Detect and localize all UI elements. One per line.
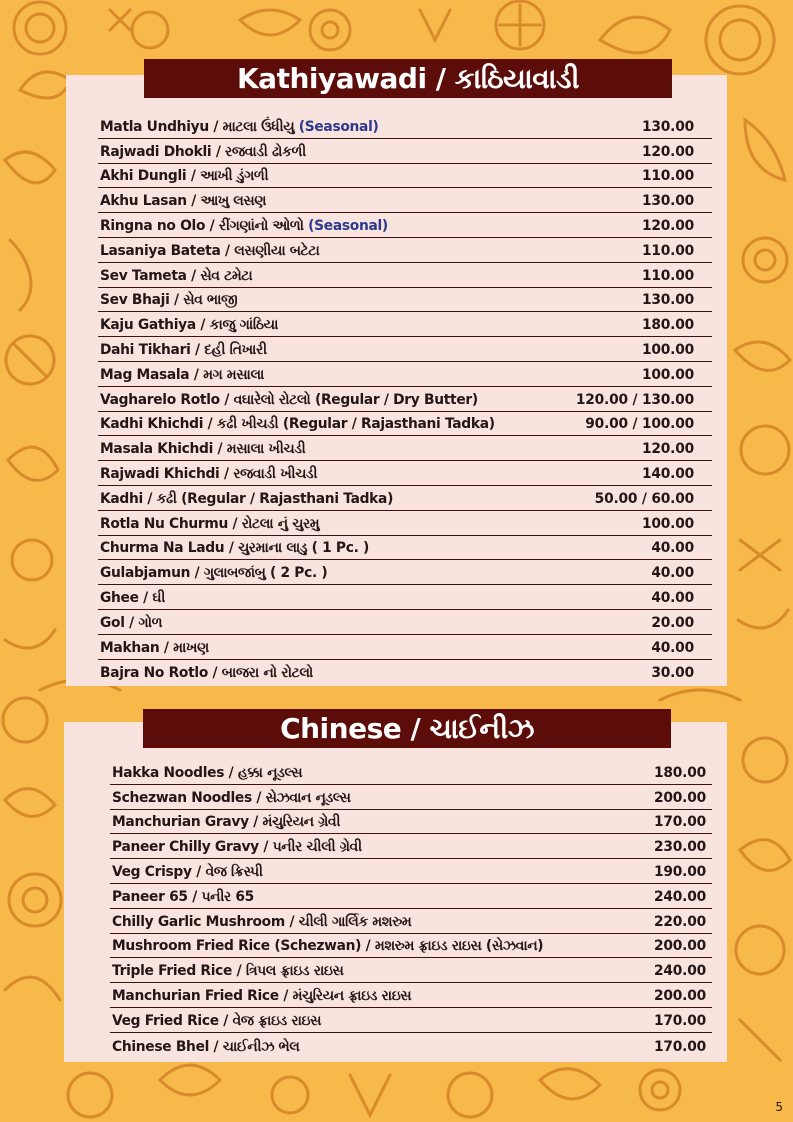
menu-item-row bbox=[98, 660, 712, 685]
menu-item-name bbox=[100, 565, 327, 581]
menu-item-name-text: Triple Fried Rice / ત્રિપલ ફ્રાઇડ રાઇસ bbox=[112, 963, 344, 980]
menu-item-row bbox=[110, 884, 712, 909]
menu-item-price: 170.00 bbox=[653, 1038, 706, 1055]
menu-item-name-text: Veg Crispy / વેજ ક્રિસ્પી bbox=[112, 863, 263, 880]
menu-item-price: 180.00 bbox=[653, 764, 706, 781]
menu-item-row bbox=[110, 760, 712, 785]
menu-item-name-text: Veg Fried Rice / વેજ ફ્રાઇડ રાઇસ bbox=[112, 1012, 321, 1029]
menu-item-name bbox=[100, 590, 165, 606]
menu-item-row bbox=[98, 436, 712, 461]
menu-item-name bbox=[112, 790, 351, 806]
menu-item-price: 100.00 bbox=[641, 341, 694, 358]
menu-item-name bbox=[112, 765, 302, 781]
menu-item-price: 120.00 bbox=[641, 441, 694, 458]
menu-item-name bbox=[100, 640, 209, 656]
menu-item-row bbox=[98, 610, 712, 635]
menu-item-price: 120.00 / 130.00 bbox=[575, 391, 694, 408]
menu-item-price: 110.00 bbox=[641, 168, 694, 185]
menu-item-row bbox=[98, 362, 712, 387]
menu-item-price: 130.00 bbox=[641, 118, 694, 135]
menu-item-row bbox=[98, 164, 712, 189]
menu-item-row bbox=[110, 785, 712, 810]
menu-item-name-text: Vagharelo Rotlo / વઘારેલો રોટલો (Regular / Dry Butter) bbox=[100, 391, 478, 408]
menu-item-row bbox=[98, 585, 712, 610]
section-title-kathiyawadi: Kathiyawadi / કાઠિયાવાડી bbox=[144, 59, 672, 98]
menu-item-name bbox=[100, 168, 268, 184]
menu-item-row bbox=[98, 511, 712, 536]
menu-item-name-text: Schezwan Noodles / સેઝવાન નૂડલ્સ bbox=[112, 789, 351, 806]
menu-item-name bbox=[100, 441, 305, 457]
menu-item-price: 40.00 bbox=[651, 540, 694, 557]
menu-item-name-text: Makhan / માખણ bbox=[100, 639, 209, 656]
menu-item-name-text: Ringna no Olo / રીંગણાંનો ઓળો bbox=[100, 217, 304, 234]
menu-item-name-text: Rajwadi Khichdi / રજવાડી ખીચડી bbox=[100, 465, 318, 482]
menu-item-name bbox=[100, 540, 369, 556]
menu-item-name-text: Ghee / ઘી bbox=[100, 589, 166, 606]
menu-item-name bbox=[112, 988, 411, 1004]
menu-item-price: 240.00 bbox=[653, 963, 706, 980]
menu-item-name bbox=[100, 193, 266, 209]
menu-item-row bbox=[110, 1008, 712, 1033]
menu-item-name bbox=[100, 342, 267, 358]
menu-item-name bbox=[112, 864, 263, 880]
menu-item-name-text: Dahi Tikhari / દહી તિખારી bbox=[100, 341, 267, 358]
menu-item-name bbox=[100, 243, 319, 259]
chinese-menu-list bbox=[110, 760, 712, 1058]
menu-item-name-text: Chilly Garlic Mushroom / ચીલી ગાર્લિક મશરુમ bbox=[112, 913, 412, 930]
seasonal-note: (Seasonal) bbox=[298, 118, 379, 135]
menu-item-price: 230.00 bbox=[653, 839, 706, 856]
menu-item-price: 110.00 bbox=[641, 267, 694, 284]
menu-item-row bbox=[98, 188, 712, 213]
menu-item-name bbox=[112, 914, 411, 930]
menu-item-row bbox=[98, 560, 712, 585]
menu-item-name-text: Sev Tameta / સેવ ટમેટા bbox=[100, 267, 253, 284]
menu-item-name-text: Matla Undhiyu / માટલા ઉંધીયુ bbox=[100, 118, 295, 135]
menu-item-name-text: Paneer Chilly Gravy / પનીર ચીલી ગ્રેવી bbox=[112, 839, 362, 856]
menu-item-name-text: Gol / ગોળ bbox=[100, 614, 163, 631]
menu-item-name bbox=[112, 1039, 299, 1055]
menu-item-name bbox=[100, 491, 393, 507]
menu-item-name bbox=[100, 292, 237, 308]
menu-item-row bbox=[98, 263, 712, 288]
menu-item-name bbox=[112, 1013, 321, 1029]
menu-item-price: 200.00 bbox=[653, 938, 706, 955]
menu-item-row bbox=[98, 114, 712, 139]
menu-item-row bbox=[110, 958, 712, 983]
menu-item-row bbox=[110, 834, 712, 859]
menu-item-name-text: Gulabjamun / ગુલાબજાંબુ ( 2 Pc. ) bbox=[100, 565, 328, 582]
page-number: 5 bbox=[775, 1100, 783, 1114]
menu-item-price: 30.00 bbox=[651, 665, 694, 682]
menu-item-price: 100.00 bbox=[641, 366, 694, 383]
menu-item-price: 220.00 bbox=[653, 913, 706, 930]
menu-item-row bbox=[110, 983, 712, 1008]
menu-item-price: 100.00 bbox=[641, 515, 694, 532]
menu-item-name-text: Bajra No Rotlo / બાજરા નો રોટલો bbox=[100, 665, 313, 682]
menu-item-row bbox=[98, 312, 712, 337]
menu-item-name-text: Mushroom Fried Rice (Schezwan) / મશરુમ ફ્રાઇડ રાઇસ (સેઝવાન) bbox=[112, 938, 544, 955]
menu-item-name-text: Paneer 65 / પનીર 65 bbox=[112, 888, 254, 905]
menu-item-name-text: Rotla Nu Churmu / રોટલા નું ચુરમુ bbox=[100, 515, 320, 532]
menu-item-name bbox=[100, 268, 252, 284]
menu-item-price: 120.00 bbox=[641, 217, 694, 234]
menu-item-name bbox=[100, 516, 319, 532]
menu-item-price: 130.00 bbox=[641, 292, 694, 309]
menu-item-price: 40.00 bbox=[651, 589, 694, 606]
menu-item-name bbox=[112, 814, 340, 830]
menu-item-row bbox=[98, 486, 712, 511]
menu-item-row bbox=[98, 461, 712, 486]
menu-item-name bbox=[112, 963, 343, 979]
menu-item-name bbox=[100, 665, 313, 681]
menu-item-price: 200.00 bbox=[653, 789, 706, 806]
menu-item-name-text: Kadhi / કઢી (Regular / Rajasthani Tadka) bbox=[100, 490, 394, 507]
menu-item-price: 20.00 bbox=[651, 614, 694, 631]
menu-item-name-text: Masala Khichdi / મસાલા ખીચડી bbox=[100, 441, 306, 458]
menu-item-name bbox=[100, 367, 264, 383]
menu-item-row bbox=[110, 909, 712, 934]
menu-item-price: 170.00 bbox=[653, 814, 706, 831]
menu-item-row bbox=[98, 412, 712, 437]
menu-item-row bbox=[98, 536, 712, 561]
menu-item-name-text: Akhu Lasan / આખુ લસણ bbox=[100, 193, 267, 210]
menu-item-name bbox=[112, 938, 543, 954]
menu-item-row bbox=[98, 288, 712, 313]
menu-item-name-text: Manchurian Fried Rice / મંચુરિયન ફ્રાઇડ રાઇસ bbox=[112, 987, 412, 1004]
menu-item-name bbox=[100, 218, 388, 234]
menu-item-name bbox=[112, 889, 254, 905]
menu-item-name bbox=[112, 839, 362, 855]
menu-item-name-text: Churma Na Ladu / ચુરમાના લાડુ ( 1 Pc. ) bbox=[100, 540, 370, 557]
menu-item-price: 120.00 bbox=[641, 143, 694, 160]
menu-item-row bbox=[98, 337, 712, 362]
menu-item-name-text: Mag Masala / મગ મસાલા bbox=[100, 366, 264, 383]
menu-item-price: 240.00 bbox=[653, 888, 706, 905]
menu-item-row bbox=[98, 238, 712, 263]
menu-item-row bbox=[110, 810, 712, 835]
menu-item-name-text: Lasaniya Bateta / લસણીયા બટેટા bbox=[100, 242, 320, 259]
menu-item-price: 180.00 bbox=[641, 317, 694, 334]
menu-item-price: 170.00 bbox=[653, 1012, 706, 1029]
menu-item-price: 50.00 / 60.00 bbox=[594, 490, 694, 507]
menu-item-name bbox=[100, 392, 478, 408]
menu-item-name-text: Kaju Gathiya / કાજુ ગાંઠિયા bbox=[100, 317, 279, 334]
menu-item-name bbox=[100, 317, 278, 333]
menu-item-name bbox=[100, 144, 306, 160]
menu-item-price: 40.00 bbox=[651, 565, 694, 582]
menu-item-name bbox=[100, 466, 317, 482]
menu-item-row bbox=[110, 934, 712, 959]
menu-item-price: 40.00 bbox=[651, 639, 694, 656]
menu-item-price: 90.00 / 100.00 bbox=[585, 416, 694, 433]
menu-item-name-text: Rajwadi Dhokli / રજવાડી ઢોકળી bbox=[100, 143, 306, 160]
menu-item-name bbox=[100, 615, 162, 631]
menu-item-row bbox=[98, 635, 712, 660]
kathiyawadi-menu-list bbox=[98, 114, 712, 684]
section-title-chinese: Chinese / ચાઈનીઝ bbox=[143, 709, 671, 748]
menu-item-name-text: Hakka Noodles / હક્કા નૂડલ્સ bbox=[112, 764, 303, 781]
menu-item-name-text: Kadhi Khichdi / કઢી ખીચડી (Regular / Rajasthani Tadka) bbox=[100, 416, 495, 433]
menu-item-name-text: Akhi Dungli / આખી ડુંગળી bbox=[100, 168, 269, 185]
menu-item-name bbox=[100, 119, 379, 135]
menu-item-name-text: Manchurian Gravy / મંચુરિયન ગ્રેવી bbox=[112, 814, 341, 831]
menu-item-row bbox=[110, 1033, 712, 1058]
menu-item-name-text: Sev Bhaji / સેવ ભાજી bbox=[100, 292, 238, 309]
menu-item-row bbox=[98, 213, 712, 238]
seasonal-note: (Seasonal) bbox=[308, 217, 388, 234]
menu-item-price: 140.00 bbox=[641, 465, 694, 482]
menu-item-row bbox=[110, 859, 712, 884]
menu-item-price: 110.00 bbox=[641, 242, 694, 259]
menu-item-row bbox=[98, 139, 712, 164]
menu-item-price: 130.00 bbox=[641, 193, 694, 210]
menu-item-price: 200.00 bbox=[653, 987, 706, 1004]
menu-item-row bbox=[98, 387, 712, 412]
menu-item-name-text: Chinese Bhel / ચાઈનીઝ ભેલ bbox=[112, 1038, 300, 1055]
menu-item-price: 190.00 bbox=[653, 863, 706, 880]
menu-item-name bbox=[100, 416, 495, 432]
